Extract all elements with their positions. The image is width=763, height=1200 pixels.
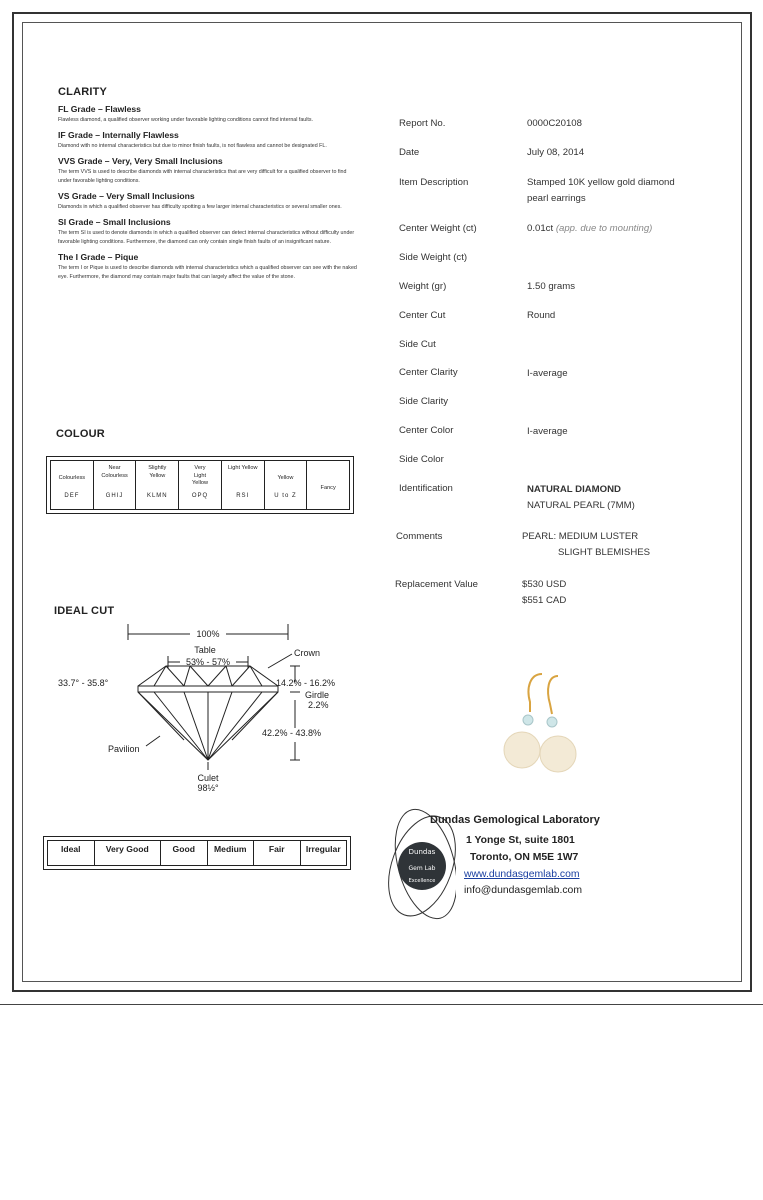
colour-scale-table — [46, 456, 354, 514]
cut-grade-cell: Irregular — [305, 844, 341, 854]
cut-grade-cell: Good — [161, 841, 208, 865]
comments-line1: PEARL: MEDIUM LUSTER — [522, 531, 639, 542]
diamond-proportions-diagram — [50, 620, 360, 800]
center-clarity-label: Center Clarity — [399, 367, 458, 378]
grade-si-desc: The term SI is used to denote diamonds in which a qualified observer can detect internal characteristics without difficulty under favorable lighting conditions. Furthermore, the diamond can only contain single finish faults of an insignificant nature. — [58, 230, 355, 245]
cut-grade-table — [43, 836, 351, 870]
report-no-value: 0000C20108 — [527, 118, 582, 129]
seal-text-mid: Gem Lab — [408, 865, 436, 872]
colour-cell-letters: KLMN — [146, 493, 168, 499]
center-weight-amount: 0.01ct — [527, 223, 554, 234]
page-bottom-rule — [0, 1004, 763, 1005]
center-color-value: I-average — [527, 426, 568, 437]
lab-name: Dundas Gemological Laboratory — [430, 814, 600, 826]
lab-email[interactable]: info@dundasgemlab.com — [464, 885, 582, 896]
center-clarity-value: I-average — [527, 368, 568, 379]
colour-cell-label: Colourless — [58, 475, 86, 481]
culet-degree-label: 98½° — [197, 783, 219, 793]
center-weight-note: (app. due to mounting) — [555, 223, 653, 234]
colour-cell-letters: OPQ — [191, 493, 209, 499]
grade-vvs-desc: The term VVS is used to describe diamonds with internal characteristics that are very difficult for a qualified observer to find under favorable lighting conditions. — [58, 169, 347, 184]
cut-grade-cell: Ideal — [48, 841, 95, 865]
colour-cell — [94, 461, 137, 509]
identification-value — [527, 482, 635, 514]
pearl-left-icon — [504, 732, 540, 768]
grade-vvs-title: VVS Grade – Very, Very Small Inclusions — [58, 156, 223, 166]
side-cut-label: Side Cut — [399, 339, 436, 350]
item-description-line2: pearl earrings — [527, 193, 586, 204]
colour-cell-letters: GHIJ — [105, 493, 124, 499]
pearl-earrings-photo — [490, 668, 590, 788]
comments-line2: SLIGHT BLEMISHES — [558, 547, 651, 558]
pavilion-pct-label: 42.2% - 43.8% — [262, 728, 322, 738]
colour-cell — [179, 461, 222, 509]
lab-address-line2: Toronto, ON M5E 1W7 — [470, 852, 579, 863]
item-description-line1: Stamped 10K yellow gold diamond — [527, 177, 675, 188]
diamond-left-icon — [523, 715, 533, 725]
date-label: Date — [399, 147, 420, 158]
colour-title: COLOUR — [56, 428, 105, 440]
earring-hook-right — [548, 676, 558, 714]
center-cut-value: Round — [527, 310, 556, 321]
grade-if-desc: Diamond with no internal characteristics but due to minor finish faults, is not flawless and cannot be designated FL. — [58, 143, 327, 149]
clarity-title: CLARITY — [58, 86, 108, 98]
colour-cell-label: Fancy — [320, 485, 336, 491]
grade-if-title: IF Grade – Internally Flawless — [58, 130, 179, 140]
identification-line2: NATURAL PEARL (7MM) — [527, 500, 635, 511]
colour-cell-label: Slightly Yellow — [148, 465, 167, 479]
cut-grade-cell: Medium — [208, 841, 255, 865]
identification-label: Identification — [399, 483, 453, 494]
comments-value — [522, 529, 650, 561]
grade-si-title: SI Grade – Small Inclusions — [58, 217, 171, 227]
weight-gr-value: 1.50 grams — [527, 281, 575, 292]
grade-i-title: The I Grade – Pique — [58, 252, 139, 262]
lab-website-link[interactable]: www.dundasgemlab.com — [464, 869, 580, 880]
center-cut-label: Center Cut — [399, 310, 446, 321]
girdle-pct-label: 2.2% — [308, 700, 329, 710]
colour-cell-letters: DEF — [64, 493, 80, 499]
colour-cell-letters: RSI — [236, 493, 250, 499]
seal-text-top: Dundas — [408, 848, 436, 856]
center-weight-label: Center Weight (ct) — [399, 223, 477, 234]
colour-cell-label: Near Colourless — [101, 465, 128, 479]
colour-cell-label: Yellow — [277, 475, 294, 481]
total-width-label: 100% — [196, 629, 220, 639]
replacement-value-label: Replacement Value — [395, 579, 479, 590]
identification-line1: NATURAL DIAMOND — [527, 484, 621, 495]
table-label: Table — [194, 645, 216, 655]
colour-cell-label: Light Yellow — [227, 465, 258, 471]
crown-angle-label: 33.7° - 35.8° — [58, 678, 109, 688]
weight-gr-label: Weight (gr) — [399, 281, 447, 292]
clarity-section — [58, 86, 358, 282]
replacement-value — [522, 577, 566, 609]
girdle-label: Girdle — [305, 690, 330, 700]
lab-address-line1: 1 Yonge St, suite 1801 — [466, 835, 575, 846]
grade-vs-desc: Diamonds in which a qualified observer has difficulty spotting a few larger internal characteristics or several smaller ones. — [58, 204, 342, 210]
ideal-cut-title: IDEAL CUT — [54, 605, 115, 617]
diamond-right-icon — [547, 717, 557, 727]
center-weight-value — [527, 221, 652, 237]
date-value: July 08, 2014 — [527, 147, 585, 158]
side-clarity-label: Side Clarity — [399, 396, 449, 407]
colour-cell — [222, 461, 265, 509]
item-description-value — [527, 175, 675, 207]
comments-label: Comments — [396, 531, 443, 542]
pearl-right-icon — [540, 736, 576, 772]
table-pct-label: 53% - 57% — [185, 657, 231, 667]
colour-cell-label: Very Light Yellow — [192, 465, 208, 486]
colour-cell — [136, 461, 179, 509]
replacement-cad: $551 CAD — [522, 595, 567, 606]
crown-label: Crown — [294, 648, 321, 658]
item-description-label: Item Description — [399, 177, 469, 188]
seal-text-bottom: Excellence — [408, 878, 436, 884]
colour-cell — [265, 461, 308, 509]
cut-grade-cell: Fair — [254, 841, 301, 865]
earring-hook-left — [529, 674, 543, 712]
colour-cell — [307, 461, 349, 509]
report-no-label: Report No. — [399, 118, 446, 129]
center-color-label: Center Color — [399, 425, 454, 436]
side-weight-label: Side Weight (ct) — [399, 252, 468, 263]
grade-fl-desc: Flawless diamond, a qualified observer working under favorable lighting conditions cannot find internal faults. — [58, 117, 313, 123]
cut-grade-cell: Very Good — [95, 841, 162, 865]
grade-vs-title: VS Grade – Very Small Inclusions — [58, 191, 195, 201]
grade-i-desc: The term I or Pique is used to describe diamonds with internal characteristics which a qualified observer can see with the naked eye. Furthermore, the diamond may contain major faults that can largely affect the value of the stone. — [58, 265, 357, 280]
pavilion-label: Pavilion — [108, 744, 140, 754]
diamond-outline-icon — [138, 666, 278, 760]
grade-fl-title: FL Grade – Flawless — [58, 104, 141, 114]
culet-label: Culet — [197, 773, 219, 783]
colour-cell-letters: U to Z — [274, 493, 297, 499]
replacement-usd: $530 USD — [522, 579, 567, 590]
crown-pct-label: 14.2% - 16.2% — [276, 678, 336, 688]
side-color-label: Side Color — [399, 454, 444, 465]
colour-cell — [51, 461, 94, 509]
